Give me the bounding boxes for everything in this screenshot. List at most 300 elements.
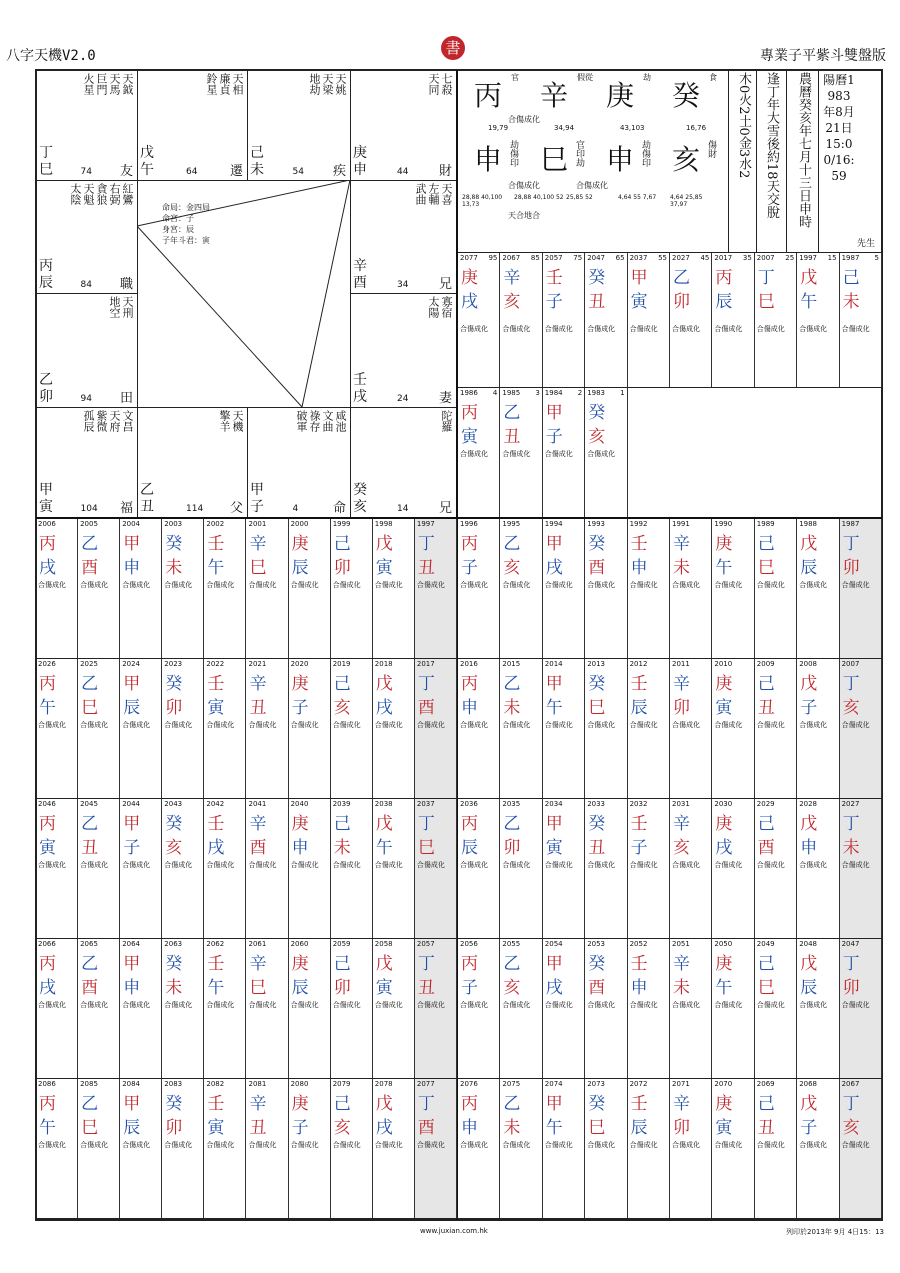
cell-note: 合傷成化 bbox=[587, 721, 616, 729]
annual-cell bbox=[247, 1079, 289, 1218]
cell-note: 合傷成化 bbox=[841, 861, 870, 869]
cell-branch: 寅 bbox=[461, 427, 478, 447]
pillar-tengod: 劫 bbox=[643, 73, 651, 82]
annual-cell bbox=[247, 659, 289, 798]
cell-note: 合傷成化 bbox=[714, 1001, 743, 1009]
cell-stem: 戊 bbox=[800, 814, 818, 834]
star: 巨門 bbox=[95, 73, 108, 95]
cell-stem: 丙 bbox=[461, 954, 478, 974]
cell-stem: 乙 bbox=[81, 674, 99, 694]
cell-stem: 丙 bbox=[39, 954, 56, 974]
pillar-num2: 4,64 55 7,67 bbox=[618, 194, 657, 201]
palace bbox=[36, 180, 137, 293]
cell-age: 85 bbox=[530, 254, 540, 262]
annual-cell bbox=[755, 799, 797, 938]
cell-branch: 子 bbox=[800, 698, 818, 718]
cell-branch: 申 bbox=[291, 838, 309, 858]
cell-branch: 午 bbox=[715, 978, 733, 998]
palace-name: 疾 bbox=[332, 164, 346, 179]
palace bbox=[350, 180, 456, 293]
cell-note: 合傷成化 bbox=[416, 581, 445, 589]
annual-cell bbox=[755, 939, 797, 1078]
annual-cell bbox=[585, 1079, 627, 1218]
cell-branch: 亥 bbox=[673, 838, 690, 858]
cell-stem: 戊 bbox=[800, 674, 818, 694]
cell-year: 1998 bbox=[374, 520, 393, 528]
cell-stem: 甲 bbox=[123, 954, 141, 974]
cell-age: 35 bbox=[742, 254, 752, 262]
cell-year: 1984 bbox=[544, 389, 563, 397]
cell-year: 1996 bbox=[460, 520, 478, 528]
cell-year: 2065 bbox=[80, 940, 98, 948]
cell-branch: 亥 bbox=[503, 558, 521, 578]
cell-stem: 丁 bbox=[842, 534, 860, 554]
cell-branch: 寅 bbox=[630, 292, 648, 312]
cell-stem: 乙 bbox=[81, 954, 99, 974]
cell-note: 合傷成化 bbox=[799, 721, 828, 729]
cell-stem: 甲 bbox=[545, 1094, 563, 1114]
cell-note: 合傷成化 bbox=[502, 721, 531, 729]
annual-cell bbox=[712, 939, 754, 1078]
cell-year: 2035 bbox=[502, 800, 521, 808]
cell-year: 1983 bbox=[587, 389, 606, 397]
palace-branch: 寅 bbox=[39, 499, 53, 515]
cell-branch: 申 bbox=[461, 698, 478, 718]
cell-year: 2069 bbox=[756, 1080, 775, 1088]
cell-note: 合傷成化 bbox=[416, 721, 445, 729]
cell-note: 合傷成化 bbox=[756, 325, 785, 333]
cell-stem: 辛 bbox=[673, 954, 690, 974]
cell-year: 1997 bbox=[799, 254, 818, 262]
combo: 合傷成化 bbox=[576, 181, 608, 190]
cell-branch: 子 bbox=[291, 698, 309, 718]
cell-year: 2010 bbox=[714, 660, 733, 668]
cell-branch: 午 bbox=[715, 558, 733, 578]
cell-note: 合傷成化 bbox=[629, 581, 658, 589]
cell-branch: 戌 bbox=[545, 978, 563, 998]
cell-note: 合傷成化 bbox=[332, 721, 361, 729]
cell-branch: 巳 bbox=[588, 1118, 606, 1138]
palace-stars bbox=[206, 73, 243, 143]
star: 祿存 bbox=[308, 410, 321, 432]
cell-branch: 辰 bbox=[291, 558, 309, 578]
cell-stem: 乙 bbox=[503, 1094, 521, 1114]
palace bbox=[137, 407, 247, 517]
cell-note: 合傷成化 bbox=[460, 450, 488, 458]
cell-branch: 午 bbox=[39, 1118, 56, 1138]
cell-note: 合傷成化 bbox=[460, 1001, 488, 1009]
star: 天魁 bbox=[82, 183, 95, 205]
cell-note: 合傷成化 bbox=[714, 581, 743, 589]
cell-branch: 亥 bbox=[842, 698, 860, 718]
cell-stem: 甲 bbox=[123, 674, 141, 694]
cell-stem: 壬 bbox=[207, 814, 225, 834]
cell-branch: 丑 bbox=[417, 558, 435, 578]
annual-cell bbox=[331, 799, 373, 938]
cell-stem: 甲 bbox=[123, 814, 141, 834]
palace-name: 遷 bbox=[229, 164, 243, 179]
cell-stem: 戊 bbox=[375, 534, 393, 554]
cell-year: 1988 bbox=[799, 520, 818, 528]
cell-year: 2042 bbox=[206, 800, 225, 808]
star: 孤辰 bbox=[82, 410, 95, 432]
annual-cell bbox=[415, 659, 457, 798]
annual-cell bbox=[415, 799, 457, 938]
jiao-yun: 逢丁年大雪後約18天交脫 bbox=[764, 72, 779, 219]
cell-branch: 戌 bbox=[461, 292, 478, 312]
cell-branch: 卯 bbox=[333, 558, 351, 578]
star: 寡宿 bbox=[440, 296, 453, 318]
annual-cell bbox=[670, 1079, 712, 1218]
luck-cell bbox=[712, 253, 754, 387]
star: 紫微 bbox=[95, 410, 108, 432]
annual-cell bbox=[543, 659, 585, 798]
cell-stem: 丁 bbox=[417, 814, 435, 834]
cell-branch: 卯 bbox=[333, 978, 351, 998]
cell-branch: 子 bbox=[461, 978, 478, 998]
cell-stem: 戊 bbox=[800, 534, 818, 554]
cell-stem: 甲 bbox=[545, 954, 563, 974]
cell-branch: 午 bbox=[545, 698, 563, 718]
gender: 先生 bbox=[857, 239, 876, 249]
cell-branch: 未 bbox=[165, 978, 183, 998]
cell-stem: 乙 bbox=[503, 954, 521, 974]
cell-note: 合傷成化 bbox=[587, 861, 616, 869]
cell-note: 合傷成化 bbox=[629, 1001, 658, 1009]
annual-cell bbox=[712, 519, 754, 658]
cell-branch: 子 bbox=[461, 558, 478, 578]
four-pillars bbox=[458, 70, 728, 252]
cell-branch: 寅 bbox=[715, 1118, 733, 1138]
center-info: 命局：金四局 命宮：子 身宮：辰 子年斗君：寅 bbox=[162, 203, 210, 245]
palace-stem: 癸 bbox=[353, 482, 367, 498]
logo-icon: 書 bbox=[441, 36, 465, 60]
annual-cell bbox=[289, 659, 331, 798]
cell-branch: 未 bbox=[333, 838, 351, 858]
annual-cell bbox=[373, 939, 415, 1078]
cell-note: 合傷成化 bbox=[502, 861, 531, 869]
annual-cell bbox=[120, 1079, 162, 1218]
annual-cell bbox=[78, 939, 120, 1078]
cell-year: 2051 bbox=[672, 940, 690, 948]
cell-note: 合傷成化 bbox=[502, 581, 531, 589]
star: 文曲 bbox=[321, 410, 334, 432]
cell-note: 合傷成化 bbox=[332, 861, 361, 869]
star: 太陰 bbox=[69, 183, 82, 205]
cell-branch: 未 bbox=[673, 558, 690, 578]
cell-note: 合傷成化 bbox=[502, 1141, 531, 1149]
palace-stem: 戊 bbox=[140, 145, 154, 161]
cell-note: 合傷成化 bbox=[502, 450, 531, 458]
cell-year: 2007 bbox=[841, 660, 860, 668]
cell-branch: 丑 bbox=[249, 1118, 267, 1138]
cell-stem: 丙 bbox=[461, 1094, 478, 1114]
cell-age: 3 bbox=[535, 389, 540, 397]
cell-stem: 甲 bbox=[545, 814, 563, 834]
star: 鈴星 bbox=[205, 73, 218, 95]
cell-year: 2039 bbox=[332, 800, 351, 808]
cell-branch: 未 bbox=[842, 292, 860, 312]
cell-stem: 己 bbox=[333, 1094, 351, 1114]
cell-branch: 午 bbox=[545, 1118, 563, 1138]
cell-stem: 乙 bbox=[81, 534, 99, 554]
cell-stem: 壬 bbox=[630, 534, 648, 554]
annual-cell bbox=[373, 519, 415, 658]
star: 天鉞 bbox=[121, 73, 134, 95]
cell-year: 2075 bbox=[502, 1080, 521, 1088]
annual-cell bbox=[458, 519, 500, 658]
pillar-sub: 傷財 bbox=[706, 140, 716, 158]
cell-year: 2036 bbox=[460, 800, 478, 808]
palace-age: 54 bbox=[292, 167, 304, 177]
cell-year: 2038 bbox=[374, 800, 393, 808]
cell-year: 2058 bbox=[374, 940, 393, 948]
cell-note: 合傷成化 bbox=[80, 1001, 109, 1009]
cell-branch: 酉 bbox=[417, 698, 435, 718]
cell-year: 2005 bbox=[80, 520, 98, 528]
annual-cell bbox=[78, 519, 120, 658]
cell-branch: 卯 bbox=[842, 978, 860, 998]
cell-note: 合傷成化 bbox=[164, 861, 193, 869]
cell-age: 55 bbox=[658, 254, 667, 262]
cell-branch: 酉 bbox=[417, 1118, 435, 1138]
star: 火星 bbox=[82, 73, 95, 95]
cell-stem: 癸 bbox=[588, 1094, 606, 1114]
luck-cell bbox=[840, 253, 882, 387]
cell-stem: 庚 bbox=[291, 534, 309, 554]
cell-year: 2012 bbox=[629, 660, 648, 668]
palace-stem: 甲 bbox=[39, 482, 53, 498]
cell-branch: 酉 bbox=[757, 838, 775, 858]
cell-year: 2073 bbox=[587, 1080, 606, 1088]
cell-stem: 庚 bbox=[291, 814, 309, 834]
cell-note: 合傷成化 bbox=[629, 1141, 658, 1149]
cell-note: 合傷成化 bbox=[164, 721, 193, 729]
cell-note: 合傷成化 bbox=[290, 1141, 319, 1149]
annual-cell bbox=[331, 939, 373, 1078]
annual-cell bbox=[331, 1079, 373, 1218]
annual-cell bbox=[415, 519, 457, 658]
cell-note: 合傷成化 bbox=[38, 861, 66, 869]
cell-stem: 丁 bbox=[417, 534, 435, 554]
palace-stars bbox=[109, 296, 133, 366]
cell-note: 合傷成化 bbox=[629, 721, 658, 729]
star: 紅鸞 bbox=[121, 183, 134, 205]
cell-stem: 丙 bbox=[39, 534, 56, 554]
cell-year: 2025 bbox=[80, 660, 98, 668]
lunar-date: 農曆癸亥年七月十三日申時 bbox=[796, 72, 811, 228]
cell-stem: 辛 bbox=[249, 814, 267, 834]
cell-year: 2016 bbox=[460, 660, 478, 668]
cell-year: 2081 bbox=[248, 1080, 267, 1088]
cell-note: 合傷成化 bbox=[841, 721, 870, 729]
cell-branch: 申 bbox=[123, 978, 141, 998]
cell-stem: 庚 bbox=[291, 1094, 309, 1114]
cell-year: 1992 bbox=[629, 520, 648, 528]
star: 天梁 bbox=[321, 73, 334, 95]
cell-year: 2027 bbox=[841, 800, 860, 808]
annual-cell bbox=[712, 1079, 754, 1218]
cell-stem: 庚 bbox=[291, 674, 309, 694]
cell-note: 合傷成化 bbox=[206, 1001, 235, 1009]
cell-branch: 酉 bbox=[588, 558, 606, 578]
palace-stem: 丁 bbox=[39, 145, 53, 161]
cell-branch: 申 bbox=[630, 978, 648, 998]
pillar-num2: 28,88 40,100 13,73 bbox=[462, 194, 503, 208]
star: 天喜 bbox=[440, 183, 453, 205]
cell-note: 合傷成化 bbox=[374, 1141, 403, 1149]
pillar-stem: 庚 bbox=[606, 79, 635, 112]
star: 天府 bbox=[108, 410, 121, 432]
annual-cell bbox=[162, 659, 204, 798]
cell-stem: 壬 bbox=[207, 954, 225, 974]
star: 左輔 bbox=[427, 183, 440, 205]
cell-branch: 巳 bbox=[249, 978, 267, 998]
annual-cell bbox=[204, 659, 246, 798]
luck-cell bbox=[500, 253, 542, 387]
pillar-branch: 巳 bbox=[540, 143, 569, 176]
footer-url: www.juxian.com.hk bbox=[420, 1227, 488, 1235]
cell-year: 2072 bbox=[629, 1080, 648, 1088]
cell-year: 2023 bbox=[164, 660, 183, 668]
annual-cell bbox=[36, 659, 78, 798]
cell-note: 合傷成化 bbox=[841, 1141, 870, 1149]
cell-year: 2067 bbox=[841, 1080, 860, 1088]
cell-branch: 寅 bbox=[207, 1118, 225, 1138]
cell-year: 2084 bbox=[122, 1080, 141, 1088]
cell-stem: 乙 bbox=[503, 403, 521, 423]
palace-name: 父 bbox=[229, 501, 243, 516]
cell-note: 合傷成化 bbox=[80, 721, 109, 729]
cell-year: 2022 bbox=[206, 660, 225, 668]
cell-note: 合傷成化 bbox=[122, 861, 151, 869]
cell-year: 2027 bbox=[672, 254, 690, 262]
annual-cell bbox=[120, 659, 162, 798]
palace-branch: 丑 bbox=[140, 499, 154, 515]
cell-branch: 巳 bbox=[757, 292, 775, 312]
palace-age: 14 bbox=[397, 504, 409, 514]
cell-branch: 子 bbox=[123, 838, 141, 858]
cell-stem: 己 bbox=[757, 1094, 775, 1114]
cell-note: 合傷成化 bbox=[290, 581, 319, 589]
cell-note: 合傷成化 bbox=[248, 1001, 277, 1009]
cell-year: 2045 bbox=[80, 800, 98, 808]
cell-year: 1997 bbox=[416, 520, 435, 528]
cell-branch: 亥 bbox=[842, 1118, 860, 1138]
cell-branch: 酉 bbox=[249, 838, 267, 858]
cell-year: 2041 bbox=[248, 800, 267, 808]
star: 文昌 bbox=[121, 410, 134, 432]
cell-age: 4 bbox=[492, 389, 498, 397]
cell-year: 2086 bbox=[38, 1080, 56, 1088]
early-cell bbox=[458, 388, 500, 517]
cell-branch: 未 bbox=[165, 558, 183, 578]
cell-age: 15 bbox=[827, 254, 837, 262]
cell-year: 2054 bbox=[544, 940, 563, 948]
cell-note: 合傷成化 bbox=[38, 1001, 66, 1009]
cell-stem: 壬 bbox=[207, 534, 225, 554]
cell-note: 合傷成化 bbox=[122, 1141, 151, 1149]
cell-stem: 己 bbox=[333, 814, 351, 834]
cell-note: 合傷成化 bbox=[544, 450, 573, 458]
cell-stem: 己 bbox=[842, 268, 860, 288]
cell-stem: 戊 bbox=[375, 814, 393, 834]
cell-branch: 子 bbox=[291, 1118, 309, 1138]
annual-cell bbox=[543, 799, 585, 938]
palace-branch: 巳 bbox=[39, 162, 53, 178]
cell-stem: 己 bbox=[333, 954, 351, 974]
cell-stem: 壬 bbox=[545, 268, 563, 288]
cell-branch: 戌 bbox=[375, 1118, 393, 1138]
early-years bbox=[458, 388, 882, 517]
annual-cell bbox=[120, 799, 162, 938]
annual-cell bbox=[373, 659, 415, 798]
pillar-num2: 4,64 25,85 37,97 bbox=[670, 194, 703, 208]
annual-cell bbox=[36, 1079, 78, 1218]
cell-note: 合傷成化 bbox=[460, 581, 488, 589]
annual-row bbox=[36, 1079, 882, 1219]
app-title: 八字天機V2.0 bbox=[6, 48, 96, 64]
cell-year: 2011 bbox=[672, 660, 690, 668]
cell-stem: 壬 bbox=[630, 954, 648, 974]
annual-cell bbox=[628, 939, 670, 1078]
palace-name: 兄 bbox=[438, 277, 452, 292]
pillar-num: 16,76 bbox=[686, 124, 707, 132]
cell-note: 合傷成化 bbox=[290, 1001, 319, 1009]
annual-cell bbox=[670, 799, 712, 938]
cell-note: 合傷成化 bbox=[672, 861, 700, 869]
palace-stem: 壬 bbox=[353, 372, 367, 388]
cell-year: 2059 bbox=[332, 940, 351, 948]
cell-branch: 辰 bbox=[630, 1118, 648, 1138]
pillar-num: 34,94 bbox=[554, 124, 575, 132]
annual-cell bbox=[797, 1079, 839, 1218]
cell-branch: 亥 bbox=[333, 1118, 351, 1138]
cell-note: 合傷成化 bbox=[248, 721, 277, 729]
cell-year: 2017 bbox=[416, 660, 435, 668]
cell-branch: 卯 bbox=[673, 1118, 690, 1138]
annual-cell bbox=[247, 939, 289, 1078]
cell-note: 合傷成化 bbox=[587, 1001, 616, 1009]
cell-branch: 寅 bbox=[207, 698, 225, 718]
luck-cell bbox=[585, 253, 627, 387]
annual-cell bbox=[840, 799, 882, 938]
annual-cell bbox=[797, 659, 839, 798]
cell-stem: 辛 bbox=[249, 1094, 267, 1114]
cell-note: 合傷成化 bbox=[248, 581, 277, 589]
cell-stem: 己 bbox=[757, 674, 775, 694]
annual-cell bbox=[78, 1079, 120, 1218]
cell-note: 合傷成化 bbox=[841, 581, 870, 589]
annual-cell bbox=[712, 659, 754, 798]
annual-cell bbox=[712, 799, 754, 938]
cell-year: 2044 bbox=[122, 800, 141, 808]
cell-stem: 戊 bbox=[375, 1094, 393, 1114]
cell-branch: 戌 bbox=[545, 558, 563, 578]
pillar-tengod: 假從 bbox=[577, 73, 593, 82]
star: 武曲 bbox=[414, 183, 427, 205]
cell-branch: 寅 bbox=[39, 838, 56, 858]
cell-note: 合傷成化 bbox=[38, 721, 66, 729]
cell-stem: 辛 bbox=[673, 1094, 690, 1114]
cell-note: 合傷成化 bbox=[248, 861, 277, 869]
cell-age: 95 bbox=[488, 254, 498, 262]
cell-note: 合傷成化 bbox=[122, 1001, 151, 1009]
edition-title: 專業子平紫斗雙盤版 bbox=[760, 48, 886, 64]
pillar-num: 43,103 bbox=[620, 124, 645, 132]
palace-stem: 丙 bbox=[39, 258, 53, 274]
palace-name: 田 bbox=[119, 391, 133, 406]
